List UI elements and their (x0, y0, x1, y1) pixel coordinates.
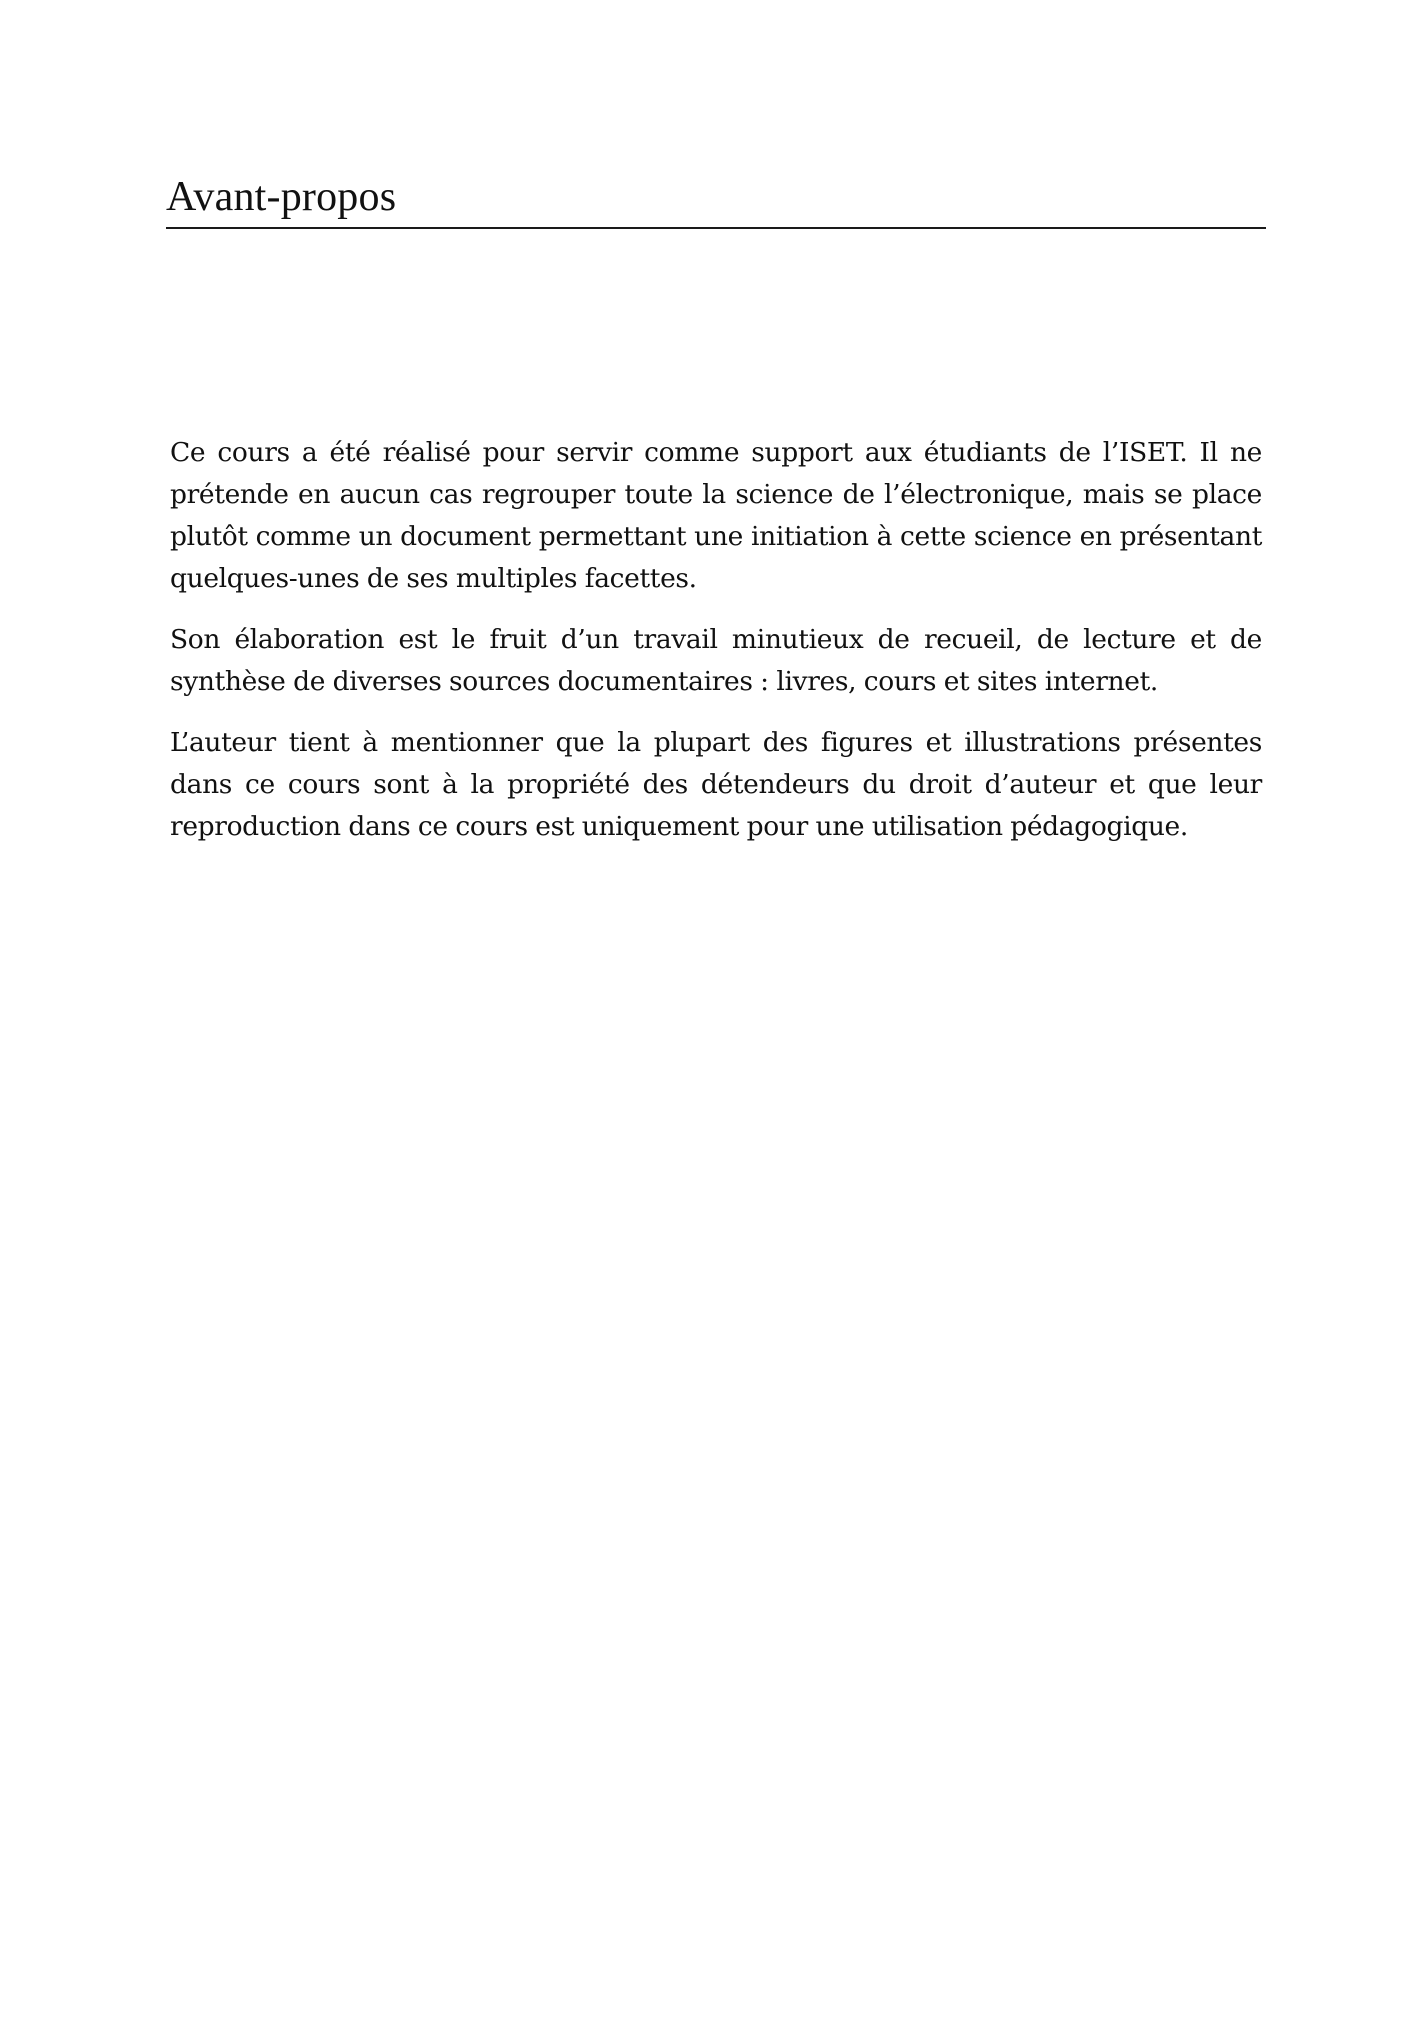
header-divider (166, 227, 1266, 229)
body-text (170, 432, 1262, 867)
paragraph-copyright: L’auteur tient à mentionner que la plupart des figures et illustrations présentes dans ce cours sont à la propriété des détendeurs du droit d’auteur et que leur reproduction dans ce cours est uniquement pour une utilisation pédagogique. (170, 727, 1262, 842)
page-title: Avant-propos (166, 174, 397, 220)
paragraph-sources: Son élaboration est le fruit d’un travail minutieux de recueil, de lecture et de synthèse de diverses sources documentaires : livres, cours et sites internet. (170, 624, 1262, 697)
paragraph-intro: Ce cours a été réalisé pour servir comme support aux étudiants de l’ISET. Il ne prétende en aucun cas regrouper toute la science de l’électronique, mais se place plutôt comme un document permettant une initiation à cette science en présentant quelques-unes de ses multiples facettes. (170, 437, 1262, 594)
page-header (166, 172, 1266, 229)
